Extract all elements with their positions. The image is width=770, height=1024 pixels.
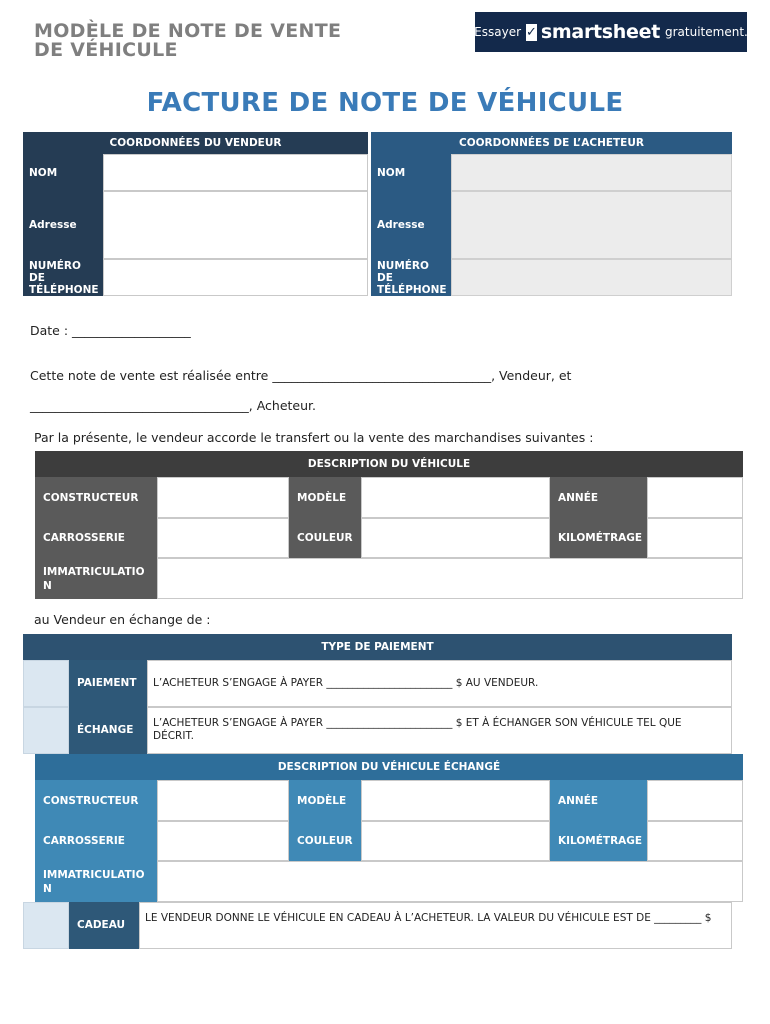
vehicle-color-label: COULEUR (289, 518, 361, 558)
template-title-line1: MODÈLE DE NOTE DE VENTE (34, 20, 342, 42)
exchanged-registration-field[interactable] (157, 861, 743, 902)
buyer-line: ___________________________________, Acheteur. (30, 398, 316, 413)
exchanged-model-label: MODÈLE (289, 780, 361, 821)
smartsheet-banner[interactable] (475, 12, 747, 52)
exchange-text: L’ACHETEUR S’ENGAGE À PAYER ________________________ $ ET À ÉCHANGER SON VÉHICULE TEL QUE DÉCRIT. (153, 717, 682, 742)
gift-label: CADEAU (69, 902, 139, 949)
vehicle-mileage-label: KILOMÉTRAGE (550, 518, 647, 558)
buyer-phone-field[interactable] (451, 259, 732, 296)
vehicle-color-field[interactable] (361, 518, 550, 558)
seller-address-label: Adresse (23, 191, 103, 259)
exchanged-mileage-field[interactable] (647, 821, 743, 861)
banner-brand: smartsheet (540, 21, 660, 43)
vehicle-maker-label: CONSTRUCTEUR (35, 477, 157, 518)
transfer-line: Par la présente, le vendeur accorde le transfert ou la vente des marchandises suivantes : (34, 430, 594, 445)
gift-cell (139, 902, 732, 949)
payment-checkbox[interactable] (23, 660, 69, 707)
exchanged-year-field[interactable] (647, 780, 743, 821)
exchanged-maker-label: CONSTRUCTEUR (35, 780, 157, 821)
vehicle-model-label: MODÈLE (289, 477, 361, 518)
template-title-line2: DE VÉHICULE (34, 39, 178, 61)
vehicle-year-label: ANNÉE (550, 477, 647, 518)
banner-try: Essayer (474, 25, 522, 39)
vehicle-maker-field[interactable] (157, 477, 289, 518)
exchanged-body-label: CARROSSERIE (35, 821, 157, 861)
exchanged-color-field[interactable] (361, 821, 550, 861)
page-title: FACTURE DE NOTE DE VÉHICULE (146, 88, 624, 118)
exchange-label: ÉCHANGE (69, 707, 147, 754)
buyer-name-label: NOM (371, 154, 451, 191)
seller-name-label: NOM (23, 154, 103, 191)
seller-heading: COORDONNÉES DU VENDEUR (23, 132, 368, 154)
exchanged-mileage-label: KILOMÉTRAGE (550, 821, 647, 861)
exchanged-model-field[interactable] (361, 780, 550, 821)
vehicle-body-label: CARROSSERIE (35, 518, 157, 558)
vehicle-registration-field[interactable] (157, 558, 743, 599)
exchanged-registration-label: IMMATRICULATION (35, 861, 157, 902)
exchanged-color-label: COULEUR (289, 821, 361, 861)
vehicle-model-field[interactable] (361, 477, 550, 518)
exchange-checkbox[interactable] (23, 707, 69, 754)
vehicle-body-field[interactable] (157, 518, 289, 558)
exchange-line: au Vendeur en échange de : (34, 612, 211, 627)
payment-label: PAIEMENT (69, 660, 147, 707)
exchanged-body-field[interactable] (157, 821, 289, 861)
buyer-heading: COORDONNÉES DE L’ACHETEUR (371, 132, 732, 154)
gift-text: LE VENDEUR DONNE LE VÉHICULE EN CADEAU À L’ACHETEUR. LA VALEUR DU VÉHICULE EST DE _________ $ (145, 912, 712, 924)
vehicle-year-field[interactable] (647, 477, 743, 518)
vehicle-heading: DESCRIPTION DU VÉHICULE (35, 451, 743, 477)
buyer-name-field[interactable] (451, 154, 732, 191)
buyer-address-label: Adresse (371, 191, 451, 259)
vehicle-registration-label: IMMATRICULATION (35, 558, 157, 599)
payment-text: L’ACHETEUR S’ENGAGE À PAYER ________________________ $ AU VENDEUR. (153, 677, 539, 689)
seller-name-field[interactable] (103, 154, 368, 191)
smartsheet-check-icon: ✓ (526, 24, 537, 40)
seller-phone-label: NUMÉRO DE TÉLÉPHONE (23, 259, 103, 296)
seller-phone-field[interactable] (103, 259, 368, 296)
seller-address-field[interactable] (103, 191, 368, 259)
vehicle-mileage-field[interactable] (647, 518, 743, 558)
payment-heading: TYPE DE PAIEMENT (23, 634, 732, 660)
buyer-phone-label: NUMÉRO DE TÉLÉPHONE (371, 259, 451, 296)
buyer-address-field[interactable] (451, 191, 732, 259)
template-title (34, 22, 341, 60)
date-line: Date : ___________________ (30, 323, 191, 338)
exchanged-year-label: ANNÉE (550, 780, 647, 821)
sale-line: Cette note de vente est réalisée entre ___________________________________, Vendeur, et (30, 368, 572, 383)
gift-checkbox[interactable] (23, 902, 69, 949)
exchanged-vehicle-heading: DESCRIPTION DU VÉHICULE ÉCHANGÉ (35, 754, 743, 780)
banner-free: gratuitement. (665, 25, 748, 39)
exchanged-maker-field[interactable] (157, 780, 289, 821)
